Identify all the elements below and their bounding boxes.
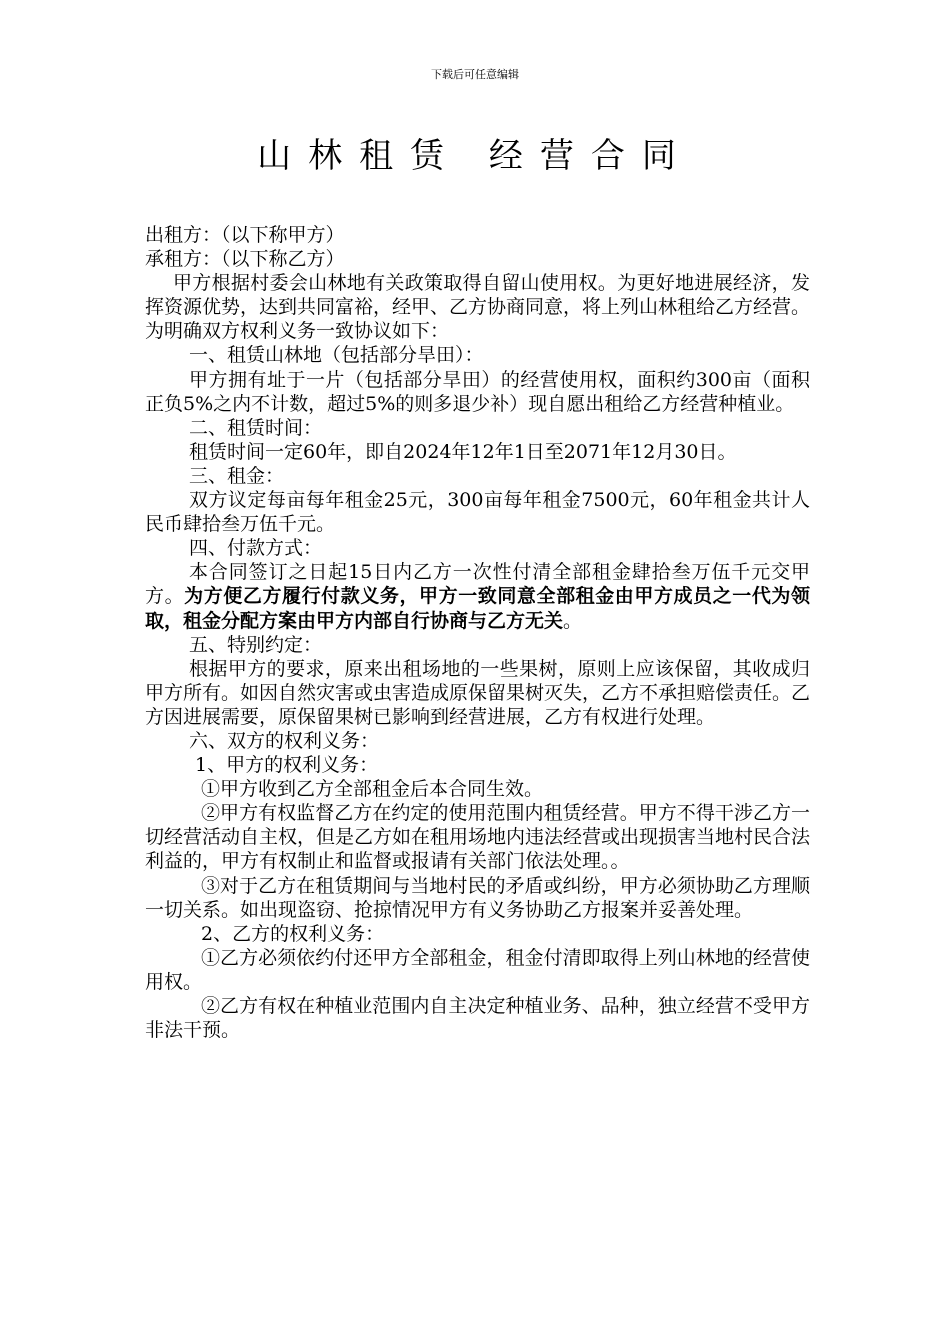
section-6-1-heading: 1、甲方的权利义务： — [195, 754, 379, 777]
section-3-text: 双方议定每亩每年租金25元，300亩每年租金7500元，60年租金共计人民币肆拾叁万伍千元。 — [145, 489, 810, 536]
contract-body — [145, 223, 810, 1042]
section-6-1-item-c: ③对于乙方在租赁期间与当地村民的矛盾或纠纷，甲方必须协助乙方理顺一切关系。如出现盗窃、抢掠情况甲方有义务协助乙方报案并妥善处理。 — [145, 874, 810, 921]
section-4-text — [145, 560, 810, 632]
section-5-text: 根据甲方的要求，原来出租场地的一些果树，原则上应该保留，其收成归甲方所有。如因自然灾害或虫害造成原保留果树灭失，乙方不承担赔偿责任。乙方因进展需要，原保留果树已影响到经营进展，乙方有权进行处理。 — [145, 657, 811, 728]
header-note: 下载后可任意编辑 — [431, 68, 519, 81]
section-1-text: 甲方拥有址于一片（包括部分旱田）的经营使用权，面积约300亩（面积正负5%之内不计数，超过5%的则多退少补）现自愿出租给乙方经营种植业。 — [145, 368, 810, 415]
section-6-2-item-b: ②乙方有权在种植业范围内自主决定种植业务、品种，独立经营不受甲方非法干预。 — [145, 995, 810, 1042]
section-2-text: 租赁时间一定60年，即自2024年12年1日至2071年12月30日。 — [189, 440, 737, 463]
section-6-2-item-a: ①乙方必须依约付还甲方全部租金，租金付清即取得上列山林地的经营使用权。 — [145, 946, 810, 993]
section-4-heading: 四、付款方式： — [189, 537, 323, 560]
intro-paragraph: 甲方根据村委会山林地有关政策取得自留山使用权。为更好地进展经济，发挥资源优势，达到共同富裕，经甲、乙方协商同意，将上列山林租给乙方经营。为明确双方权利义务一致协议如下： — [145, 272, 811, 343]
section-4-text-bold: 为方便乙方履行付款义务，甲方一致同意全部租金由甲方成员之一代为领取，租金分配方案由甲方内部自行协商与乙方无关 — [145, 585, 810, 632]
section-5-heading: 五、特别约定： — [189, 633, 323, 656]
lessor-line: 出租方：（以下称甲方） — [145, 224, 345, 246]
lessee-line: 承租方：（以下称乙方） — [145, 248, 345, 271]
section-6-2-heading: 2、乙方的权利义务： — [201, 922, 385, 945]
section-6-1-item-b: ②甲方有权监督乙方在约定的使用范围内租赁经营。甲方不得干涉乙方一切经营活动自主权，但是乙方如在租用场地内违法经营或出现损害当地村民合法利益的，甲方有权制止和监督或报请有关部门依法处理。。 — [145, 802, 811, 873]
section-6-heading: 六、双方的权利义务： — [189, 729, 380, 752]
section-6-1-item-a: ①甲方收到乙方全部租金后本合同生效。 — [201, 778, 544, 801]
section-4-text-end: 。 — [563, 609, 583, 632]
section-1-heading: 一、租赁山林地（包括部分旱田）： — [189, 344, 484, 367]
section-3-heading: 三、租金： — [189, 464, 285, 487]
document-title: 山林租赁 经营合同 — [257, 136, 693, 176]
section-4-text-normal: 本合同签订之日起15日内乙方一次性付清全部租金肆拾叁万伍千元交甲方。 — [145, 561, 810, 608]
section-2-heading: 二、租赁时间： — [189, 416, 323, 439]
